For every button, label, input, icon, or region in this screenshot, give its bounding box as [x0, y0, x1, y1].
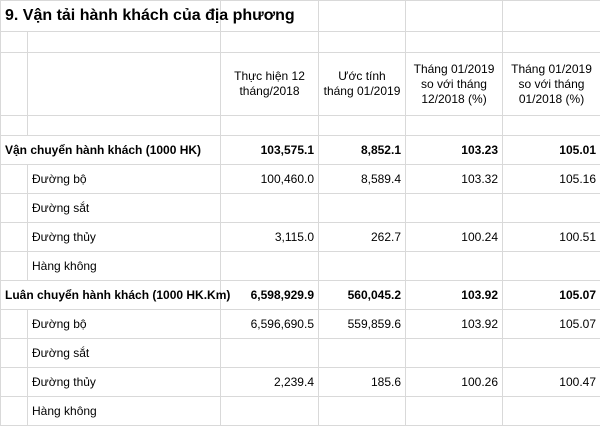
row-label[interactable]: Đường bộ — [28, 165, 221, 194]
value-cell[interactable]: 105.07 — [503, 281, 600, 310]
header-cell[interactable]: Tháng 01/2019 so với tháng 12/2018 (%) — [406, 53, 503, 116]
row-label[interactable]: Đường thủy — [28, 223, 221, 252]
cell[interactable] — [1, 165, 28, 194]
value-cell[interactable]: 103.92 — [406, 281, 503, 310]
value-cell[interactable] — [503, 252, 600, 281]
cell[interactable] — [503, 116, 600, 136]
cell[interactable] — [1, 339, 28, 368]
cell[interactable] — [406, 1, 503, 32]
value-cell[interactable] — [406, 339, 503, 368]
cell[interactable] — [1, 32, 28, 53]
value-cell[interactable] — [221, 252, 319, 281]
row-label[interactable]: Đường sắt — [28, 339, 221, 368]
cell[interactable] — [406, 116, 503, 136]
cell[interactable] — [1, 397, 28, 426]
value-cell[interactable]: 6,596,690.5 — [221, 310, 319, 339]
value-cell[interactable]: 100.24 — [406, 223, 503, 252]
cell[interactable] — [406, 32, 503, 53]
cell[interactable] — [221, 32, 319, 53]
cell[interactable] — [28, 32, 221, 53]
value-cell[interactable]: 105.07 — [503, 310, 600, 339]
value-cell[interactable]: 100.26 — [406, 368, 503, 397]
row-label[interactable]: Đường bộ — [28, 310, 221, 339]
row-label[interactable]: Hàng không — [28, 252, 221, 281]
value-cell[interactable]: 3,115.0 — [221, 223, 319, 252]
value-cell[interactable]: 105.16 — [503, 165, 600, 194]
value-cell[interactable] — [503, 397, 600, 426]
cell[interactable] — [28, 116, 221, 136]
value-cell[interactable]: 103,575.1 — [221, 136, 319, 165]
cell[interactable] — [1, 116, 28, 136]
value-cell[interactable]: 185.6 — [319, 368, 406, 397]
value-cell[interactable]: 100.51 — [503, 223, 600, 252]
value-cell[interactable] — [221, 194, 319, 223]
value-cell[interactable] — [406, 397, 503, 426]
value-cell[interactable]: 559,859.6 — [319, 310, 406, 339]
row-label[interactable]: Đường sắt — [28, 194, 221, 223]
header-cell[interactable]: Tháng 01/2019 so với tháng 01/2018 (%) — [503, 53, 600, 116]
value-cell[interactable] — [406, 252, 503, 281]
cell[interactable] — [1, 194, 28, 223]
cell[interactable] — [1, 223, 28, 252]
header-cell[interactable]: Thực hiện 12 tháng/2018 — [221, 53, 319, 116]
value-cell[interactable]: 105.01 — [503, 136, 600, 165]
value-cell[interactable]: 6,598,929.9 — [221, 281, 319, 310]
cell[interactable] — [319, 32, 406, 53]
page-title[interactable]: 9. Vận tải hành khách của địa phương — [1, 1, 221, 32]
cell[interactable] — [28, 53, 221, 116]
value-cell[interactable] — [406, 194, 503, 223]
row-label[interactable]: Đường thủy — [28, 368, 221, 397]
value-cell[interactable]: 103.23 — [406, 136, 503, 165]
value-cell[interactable] — [503, 339, 600, 368]
row-label[interactable]: Hàng không — [28, 397, 221, 426]
cell[interactable] — [503, 1, 600, 32]
value-cell[interactable] — [221, 339, 319, 368]
cell[interactable] — [1, 252, 28, 281]
cell[interactable] — [319, 116, 406, 136]
cell[interactable] — [1, 368, 28, 397]
cell[interactable] — [221, 116, 319, 136]
value-cell[interactable]: 8,589.4 — [319, 165, 406, 194]
value-cell[interactable]: 262.7 — [319, 223, 406, 252]
row-label[interactable]: Vận chuyển hành khách (1000 HK) — [1, 136, 221, 165]
value-cell[interactable] — [319, 397, 406, 426]
value-cell[interactable]: 560,045.2 — [319, 281, 406, 310]
value-cell[interactable]: 100.47 — [503, 368, 600, 397]
cell[interactable] — [1, 53, 28, 116]
cell[interactable] — [503, 32, 600, 53]
value-cell[interactable] — [319, 252, 406, 281]
value-cell[interactable]: 100,460.0 — [221, 165, 319, 194]
value-cell[interactable]: 103.92 — [406, 310, 503, 339]
row-label[interactable]: Luân chuyển hành khách (1000 HK.Km) — [1, 281, 221, 310]
value-cell[interactable]: 2,239.4 — [221, 368, 319, 397]
value-cell[interactable] — [221, 397, 319, 426]
header-cell[interactable]: Ước tính tháng 01/2019 — [319, 53, 406, 116]
value-cell[interactable] — [319, 339, 406, 368]
value-cell[interactable] — [319, 194, 406, 223]
value-cell[interactable]: 8,852.1 — [319, 136, 406, 165]
cell[interactable] — [1, 310, 28, 339]
value-cell[interactable] — [503, 194, 600, 223]
value-cell[interactable]: 103.32 — [406, 165, 503, 194]
cell[interactable] — [319, 1, 406, 32]
